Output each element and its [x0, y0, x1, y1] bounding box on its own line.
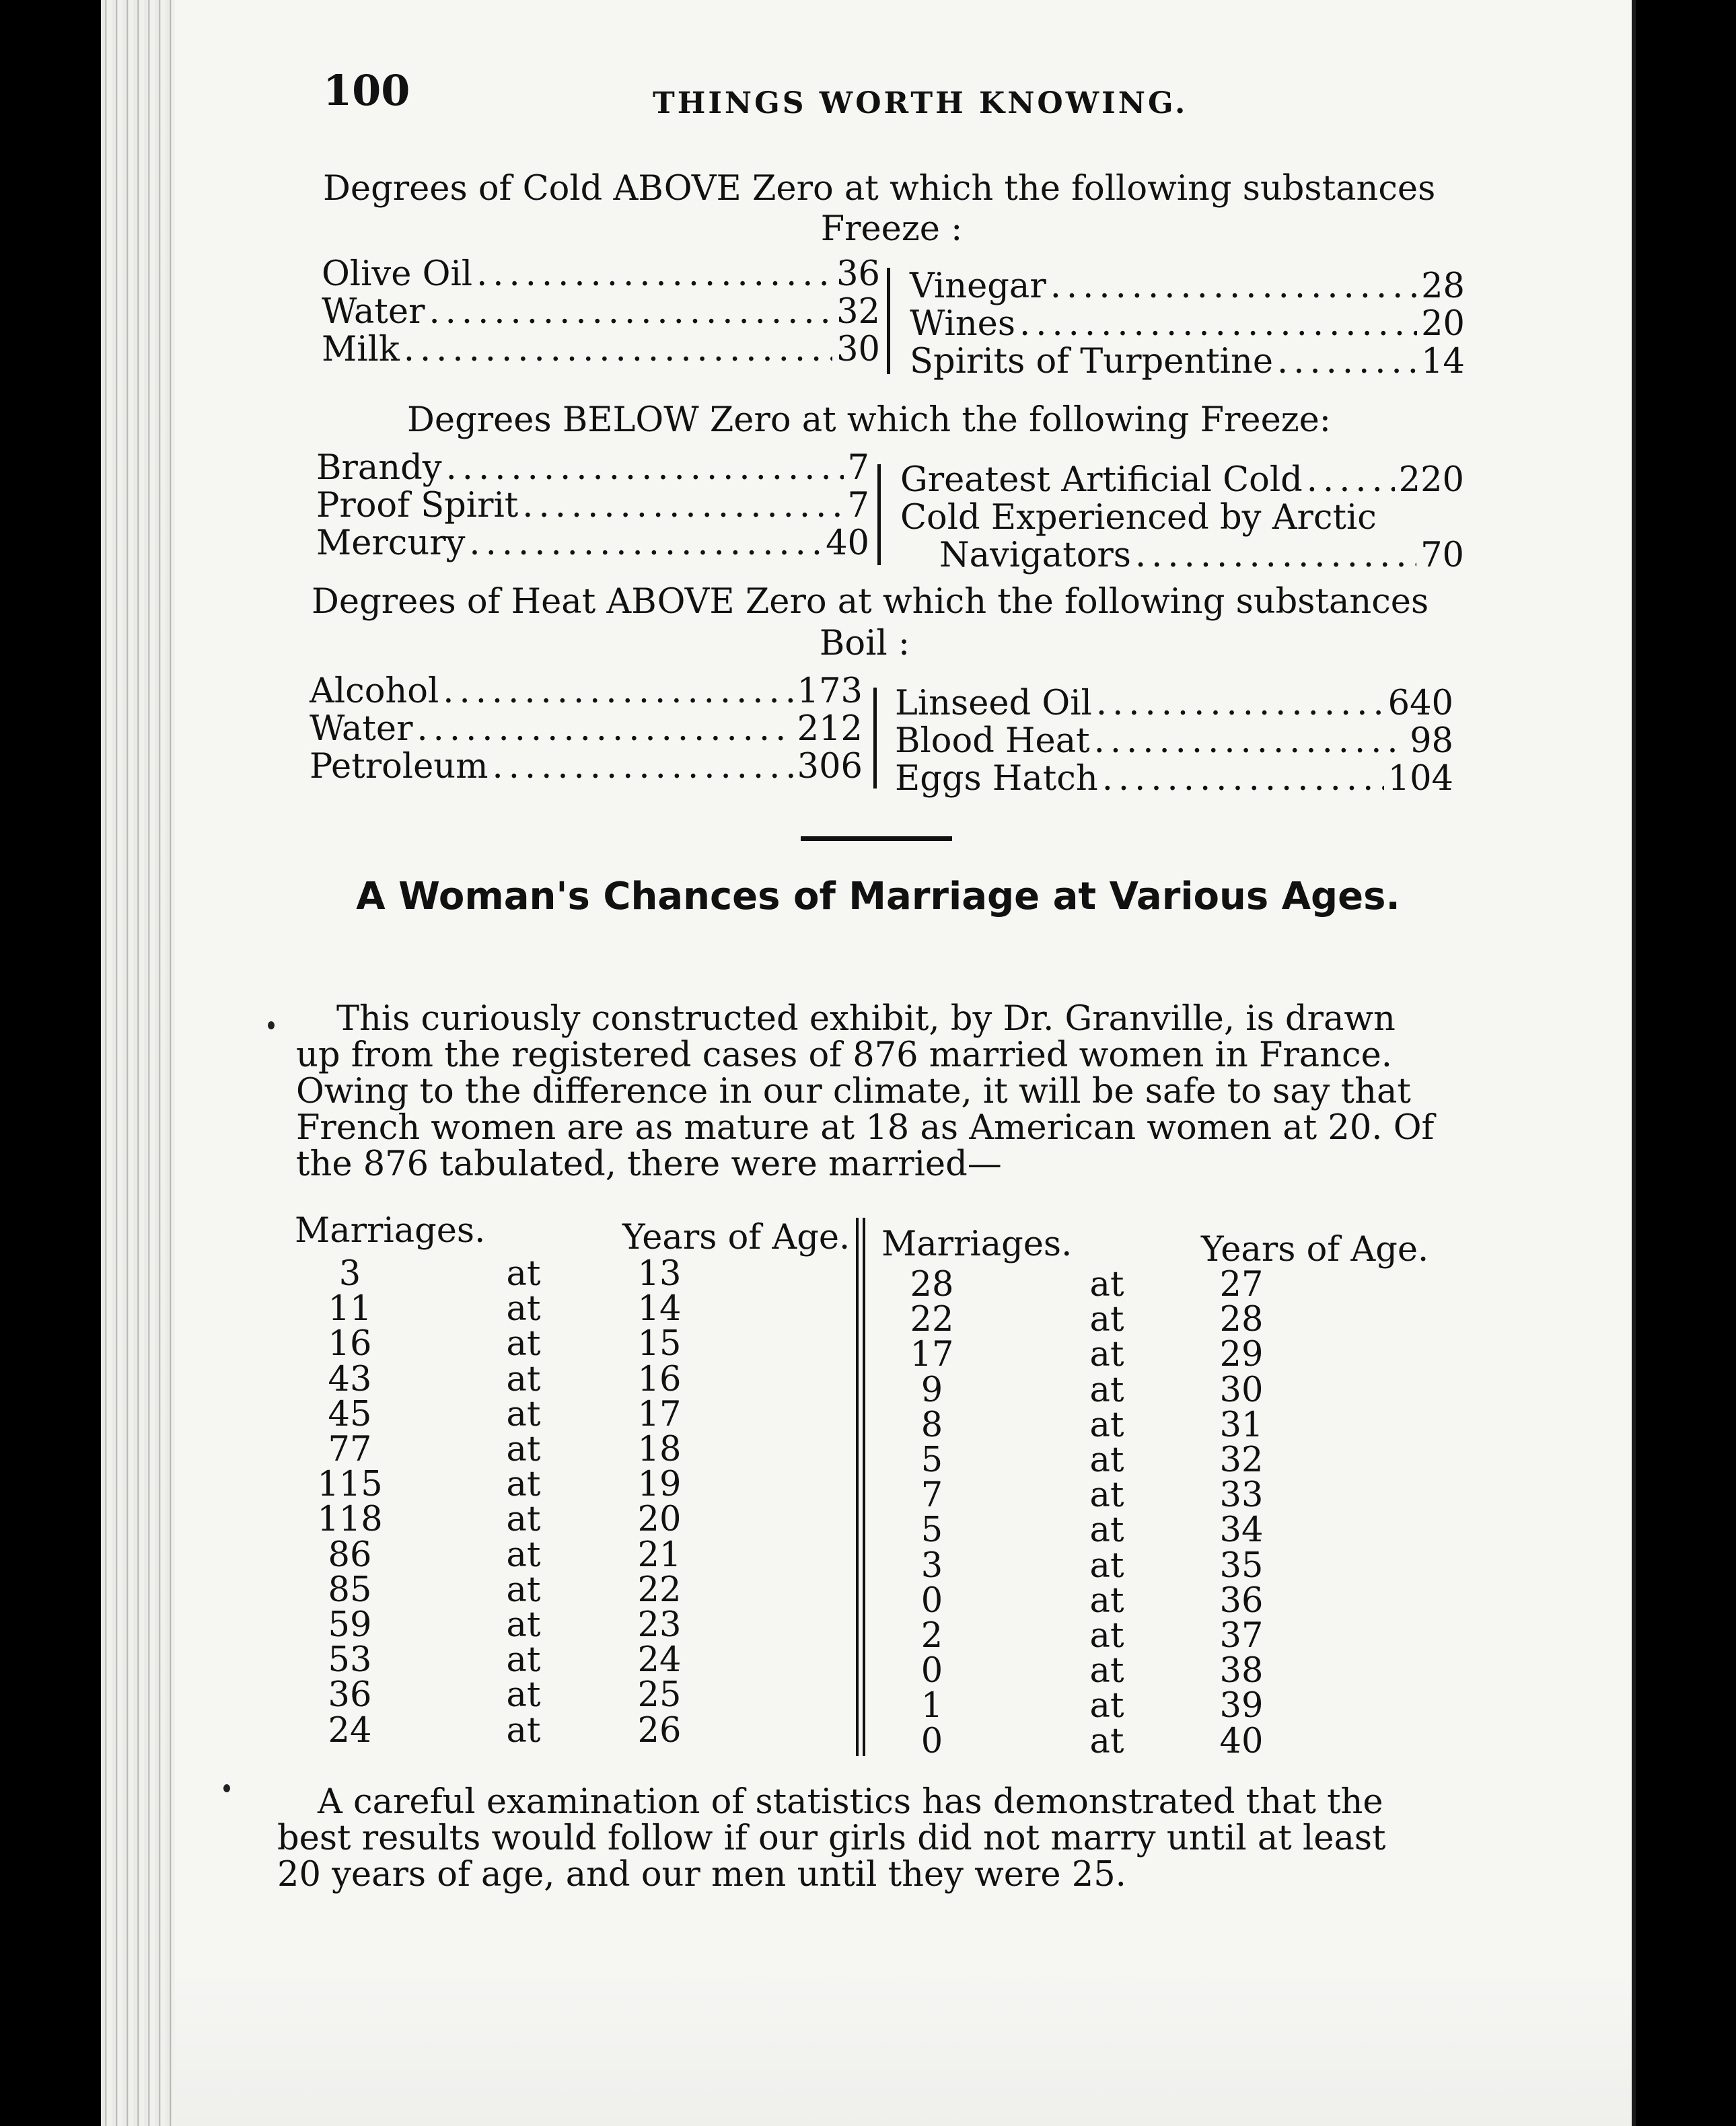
intro-paragraph: This curiously constructed exhibit, by Dr. Granville, is drawn up from the registered cases of 876 married women in France. Owing to the difference in our climate, it will be safe to say that French women are as mature at 18 as American women at 20. Of the 876 tabulated, there were married—	[296, 999, 1435, 1184]
age-cell: 16	[637, 1359, 682, 1399]
at-cell: at	[1089, 1300, 1124, 1340]
marriages-cell: 86	[328, 1535, 372, 1575]
marriages-cell: 1	[920, 1686, 943, 1726]
age-cell: 15	[637, 1324, 682, 1364]
at-cell: at	[506, 1710, 541, 1751]
at-cell: at	[1089, 1651, 1124, 1691]
list-item: Navigators ..... 70	[900, 537, 1464, 575]
at-cell: at	[1089, 1616, 1124, 1656]
marriages-cell: 0	[920, 1721, 943, 1761]
list-item: Eggs Hatch ..... 104	[895, 760, 1453, 798]
at-cell: at	[506, 1570, 541, 1610]
table-divider	[863, 1218, 865, 1756]
table-divider	[856, 1218, 859, 1756]
age-cell: 40	[1219, 1721, 1264, 1761]
age-cell: 34	[1219, 1510, 1264, 1551]
at-cell: at	[506, 1675, 541, 1716]
freeze-below-left-list	[316, 449, 869, 562]
marriages-cell: 59	[328, 1605, 372, 1645]
list-item: Proof Spirit ..... 7	[316, 487, 869, 525]
age-cell: 18	[637, 1430, 682, 1469]
age-cell: 38	[1219, 1651, 1264, 1691]
freeze-below-right-list	[900, 462, 1464, 575]
at-cell: at	[506, 1605, 541, 1645]
book-binding-edge	[101, 0, 175, 2126]
age-cell: 24	[637, 1640, 682, 1681]
list-item: Mercury ..... 40	[316, 525, 869, 562]
at-cell: at	[506, 1430, 541, 1469]
age-cell: 21	[637, 1535, 682, 1575]
list-item: Brandy ..... 7	[316, 449, 869, 487]
marriages-cell: 77	[328, 1430, 372, 1469]
list-item: Wines ..... 20	[910, 305, 1465, 343]
age-cell: 27	[1219, 1265, 1264, 1305]
age-cell: 29	[1219, 1335, 1264, 1375]
marriages-cell: 22	[910, 1300, 954, 1340]
list-item: Petroleum ..... 306	[310, 748, 863, 786]
age-cell: 17	[637, 1394, 682, 1434]
marriages-cell: 17	[910, 1335, 954, 1375]
marriages-cell: 118	[317, 1500, 383, 1540]
at-cell: at	[1089, 1370, 1124, 1410]
list-item: Greatest Artificial Cold ..... 220	[900, 462, 1464, 499]
at-cell: at	[506, 1394, 541, 1434]
section-title: A Woman's Chances of Marriage at Various Ages.	[356, 875, 1400, 918]
marriages-cell: 36	[328, 1675, 372, 1716]
list-item: Vinegar ..... 28	[910, 268, 1465, 305]
marriages-cell: 3	[920, 1545, 943, 1586]
list-item: Water ..... 212	[310, 710, 863, 748]
at-cell: at	[506, 1359, 541, 1399]
page-number: 100	[323, 66, 410, 115]
boil-above-left-list	[310, 673, 863, 786]
page-bottom	[175, 1965, 1632, 2126]
freeze-above-left-list	[322, 256, 880, 369]
marriages-cell: 16	[328, 1324, 372, 1364]
at-cell: at	[506, 1324, 541, 1364]
col-header-marriages-right: Marriages.	[881, 1224, 1073, 1264]
column-divider	[887, 268, 890, 374]
list-item: Alcohol ..... 173	[310, 673, 863, 710]
marriages-cell: 7	[920, 1475, 943, 1516]
at-cell: at	[506, 1465, 541, 1505]
age-cell: 39	[1219, 1686, 1264, 1726]
age-cell: 37	[1219, 1616, 1264, 1656]
column-divider	[873, 688, 877, 789]
col-header-years-left: Years of Age.	[622, 1218, 851, 1257]
age-cell: 36	[1219, 1580, 1264, 1621]
section-rule	[801, 836, 952, 841]
age-cell: 31	[1219, 1405, 1264, 1445]
age-cell: 30	[1219, 1370, 1264, 1410]
list-item: Olive Oil ..... 36	[322, 256, 880, 293]
marriages-cell: 24	[328, 1710, 372, 1751]
list-item: Cold Experienced by Arctic	[900, 498, 1377, 538]
marriages-cell: 5	[920, 1510, 943, 1551]
at-cell: at	[1089, 1510, 1124, 1551]
at-cell: at	[1089, 1580, 1124, 1621]
at-cell: at	[506, 1535, 541, 1575]
at-cell: at	[1089, 1686, 1124, 1726]
at-cell: at	[506, 1289, 541, 1329]
marriages-cell: 43	[328, 1359, 372, 1399]
marriages-cell: 11	[328, 1289, 372, 1329]
freeze-above-caption: Degrees of Cold ABOVE Zero at which the following substances	[323, 169, 1436, 209]
age-cell: 28	[1219, 1300, 1264, 1340]
running-head: THINGS WORTH KNOWING.	[653, 86, 1188, 120]
conclusion-paragraph: A careful examination of statistics has demonstrated that the best results would follow if our girls did not marry until at least 20 years of age, and our men until they were 25.	[277, 1782, 1386, 1895]
at-cell: at	[1089, 1265, 1124, 1305]
age-cell: 14	[637, 1289, 682, 1329]
at-cell: at	[1089, 1405, 1124, 1445]
list-item: Water ..... 32	[322, 293, 880, 331]
marriages-cell: 0	[920, 1651, 943, 1691]
boil-above-right-list	[895, 685, 1453, 798]
age-cell: 35	[1219, 1545, 1264, 1586]
age-cell: 23	[637, 1605, 682, 1645]
at-cell: at	[506, 1640, 541, 1681]
scan-border	[1636, 0, 1736, 2126]
marriages-cell: 85	[328, 1570, 372, 1610]
age-cell: 19	[637, 1465, 682, 1505]
at-cell: at	[1089, 1545, 1124, 1586]
age-cell: 22	[637, 1570, 682, 1610]
list-item: Milk ..... 30	[322, 331, 880, 369]
freeze-below-caption: Degrees BELOW Zero at which the following Freeze:	[407, 400, 1331, 440]
at-cell: at	[1089, 1440, 1124, 1480]
at-cell: at	[506, 1254, 541, 1294]
age-cell: 13	[637, 1254, 682, 1294]
age-cell: 33	[1219, 1475, 1264, 1516]
marriages-cell: 8	[920, 1405, 943, 1445]
col-header-marriages-left: Marriages.	[295, 1211, 486, 1251]
at-cell: at	[506, 1500, 541, 1540]
at-cell: at	[1089, 1335, 1124, 1375]
freeze-above-right-list	[910, 268, 1465, 381]
margin-dot	[268, 1021, 275, 1029]
age-cell: 25	[637, 1675, 682, 1716]
marriages-cell: 5	[920, 1440, 943, 1480]
at-cell: at	[1089, 1475, 1124, 1516]
boil-above-caption-2: Boil :	[819, 624, 910, 663]
col-header-years-right: Years of Age.	[1201, 1230, 1429, 1270]
marriages-cell: 2	[920, 1616, 943, 1656]
marriages-cell: 45	[328, 1394, 372, 1434]
list-item: Spirits of Turpentine ..... 14	[910, 343, 1465, 381]
boil-above-caption: Degrees of Heat ABOVE Zero at which the following substances	[312, 582, 1429, 622]
marriages-cell: 3	[338, 1254, 361, 1294]
marriages-cell: 9	[920, 1370, 943, 1410]
at-cell: at	[1089, 1721, 1124, 1761]
age-cell: 32	[1219, 1440, 1264, 1480]
marriages-cell: 53	[328, 1640, 372, 1681]
marriages-cell: 28	[910, 1265, 954, 1305]
age-cell: 26	[637, 1710, 682, 1751]
column-divider	[877, 464, 881, 565]
freeze-above-caption-2: Freeze :	[820, 209, 963, 249]
list-item: Linseed Oil ..... 640	[895, 685, 1453, 723]
age-cell: 20	[637, 1500, 682, 1540]
margin-dot	[223, 1784, 230, 1792]
marriages-cell: 115	[317, 1465, 383, 1505]
marriages-cell: 0	[920, 1580, 943, 1621]
list-item: Blood Heat ..... 98	[895, 723, 1453, 760]
